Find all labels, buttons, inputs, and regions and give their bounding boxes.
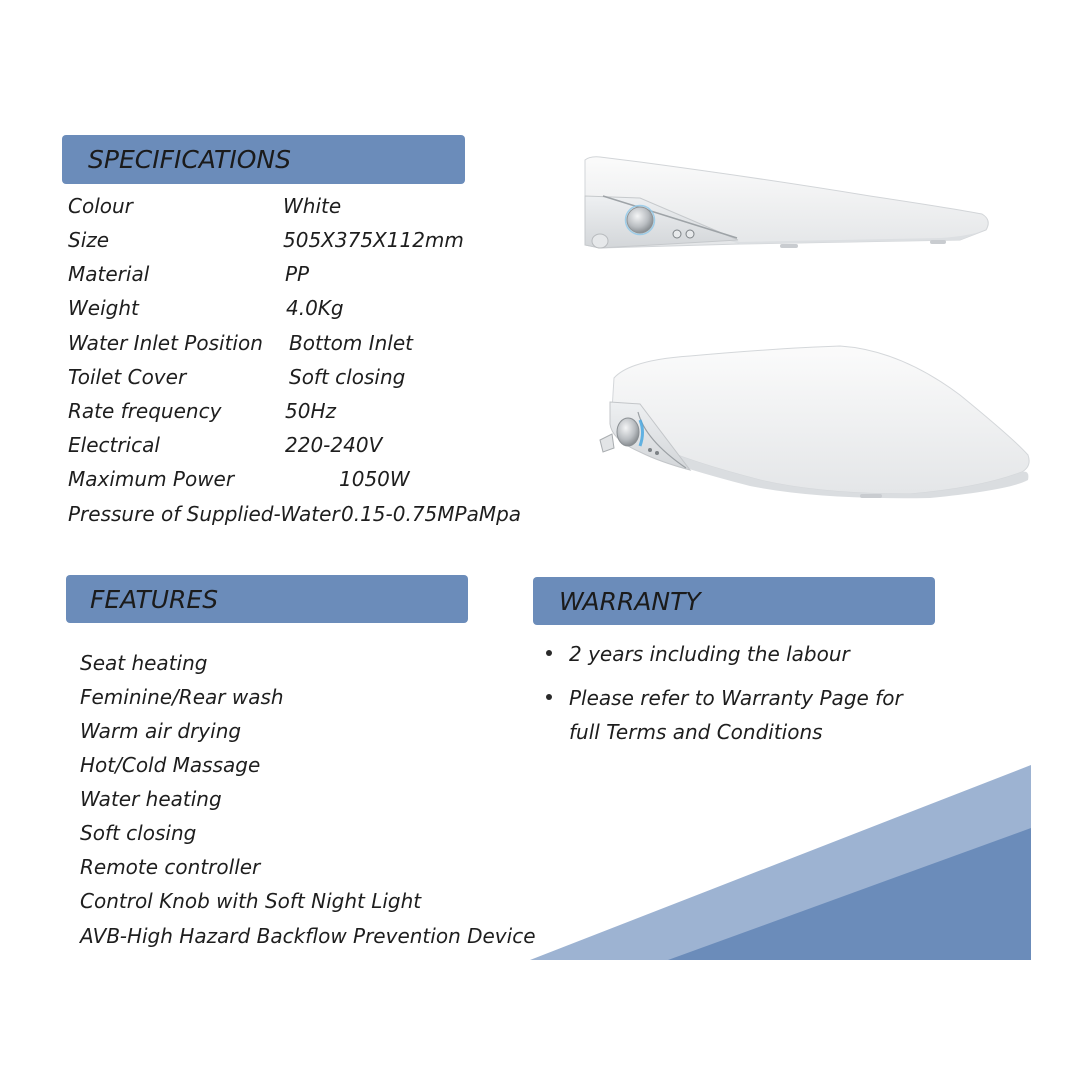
feature-item: Seat heating <box>80 651 208 675</box>
spec-label: Pressure of Supplied-Water <box>68 502 340 526</box>
spec-value: 50Hz <box>285 399 336 423</box>
spec-value: 4.0Kg <box>286 296 344 320</box>
specifications-title: SPECIFICATIONS <box>88 145 291 174</box>
feature-item: Feminine/Rear wash <box>80 685 284 709</box>
spec-label: Maximum Power <box>68 467 235 491</box>
warranty-title: WARRANTY <box>559 586 701 616</box>
angled-view-image <box>600 346 1029 498</box>
feature-item: Remote controller <box>80 855 261 879</box>
warranty-item: Please refer to Warranty Page for <box>569 686 903 710</box>
warranty-item-continued: full Terms and Conditions <box>569 720 823 744</box>
spec-label: Material <box>68 262 150 286</box>
feature-item: Water heating <box>80 787 222 811</box>
spec-label: Toilet Cover <box>68 365 187 389</box>
feature-item: AVB-High Hazard Backflow Prevention Device <box>80 924 536 948</box>
feature-item: Hot/Cold Massage <box>80 753 261 777</box>
spec-label: Size <box>68 228 110 252</box>
spec-value: Bottom Inlet <box>289 331 413 355</box>
spec-value: 220-240V <box>285 433 383 457</box>
spec-value: 0.15-0.75MPaMpa <box>341 502 522 526</box>
feature-item: Warm air drying <box>80 719 242 743</box>
spec-label: Colour <box>68 194 133 218</box>
spec-value: PP <box>285 262 310 286</box>
side-view-image <box>585 157 988 248</box>
features-title: FEATURES <box>90 584 219 614</box>
spec-value: 1050W <box>339 467 410 491</box>
warranty-item: 2 years including the labour <box>569 642 850 666</box>
feature-item: Soft closing <box>80 821 197 845</box>
spec-label: Rate frequency <box>68 399 222 423</box>
spec-label: Electrical <box>68 433 160 457</box>
spec-value: Soft closing <box>289 365 406 389</box>
spec-value: 505X375X112mm <box>283 228 464 252</box>
spec-label: Water Inlet Position <box>68 331 263 355</box>
spec-value: White <box>283 194 342 218</box>
spec-label: Weight <box>68 296 139 320</box>
feature-item: Control Knob with Soft Night Light <box>80 889 422 913</box>
